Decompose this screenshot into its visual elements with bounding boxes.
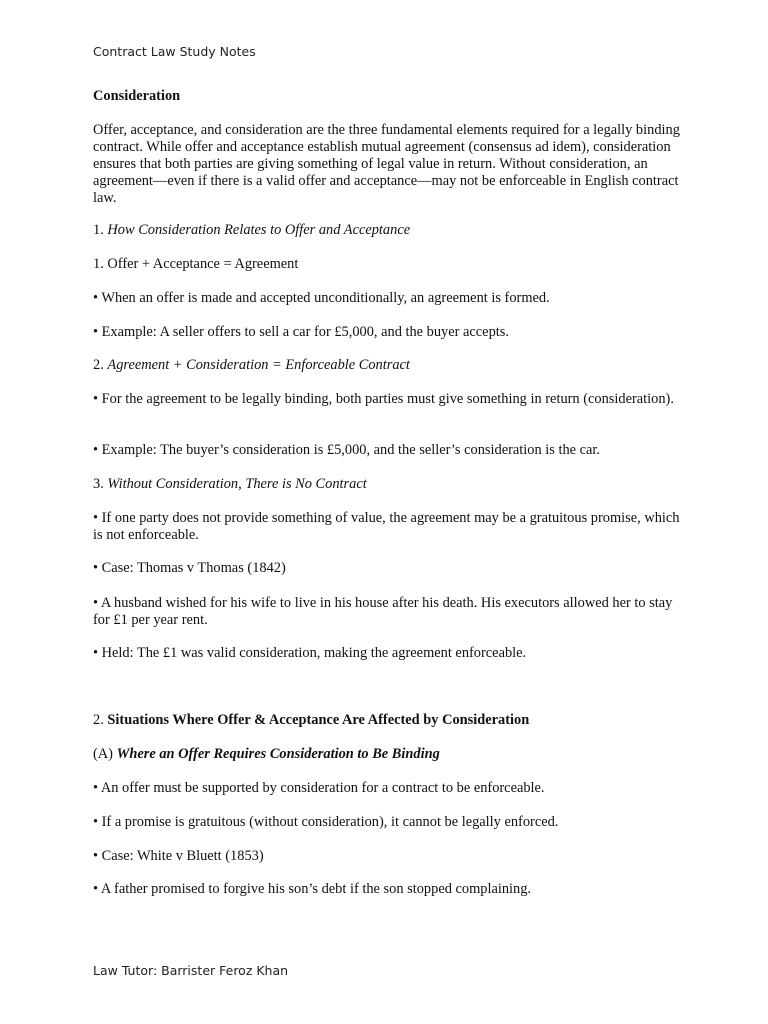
section-2-title: Situations Where Offer & Acceptance Are Affected by Consideration	[107, 712, 530, 728]
intro-paragraph	[93, 122, 683, 207]
list-item	[93, 881, 683, 898]
list-item	[93, 560, 683, 577]
bullet-text: • If a promise is gratuitous (without consideration), it cannot be legally enforced.	[93, 814, 559, 830]
subheading-3	[93, 476, 683, 493]
bullet-text: • A husband wished for his wife to live in his house after his death. His executors allowed her to stay for £1 per year rent.	[93, 595, 673, 628]
bullet-text: • For the agreement to be legally binding, both parties must give something in return (consideration).	[93, 391, 674, 407]
title-text: Consideration	[93, 88, 181, 104]
subheading-1-text: 1. Offer + Acceptance = Agreement	[93, 256, 299, 272]
list-item	[93, 442, 683, 459]
list-item	[93, 510, 683, 544]
subheading-1	[93, 256, 683, 273]
section-2-heading	[93, 712, 683, 729]
list-item	[93, 391, 683, 408]
subheading-a	[93, 746, 683, 763]
page-header: Contract Law Study Notes	[93, 44, 256, 59]
subheading-3-text: Without Consideration, There is No Contract	[107, 476, 367, 492]
list-item	[93, 848, 683, 865]
bullet-text: • Case: White v Bluett (1853)	[93, 848, 264, 864]
subheading-2	[93, 357, 683, 374]
subheading-a-label: (A)	[93, 746, 113, 762]
list-item	[93, 814, 683, 831]
bullet-text: • Example: The buyer’s consideration is £5,000, and the seller’s consideration is the car.	[93, 442, 600, 458]
list-item	[93, 324, 683, 341]
bullet-text: • A father promised to forgive his son’s debt if the son stopped complaining.	[93, 881, 532, 897]
bullet-text: • If one party does not provide something of value, the agreement may be a gratuitous promise, which is not enforceable.	[93, 510, 680, 543]
subheading-2-text: Agreement + Consideration = Enforceable Contract	[107, 357, 410, 373]
bullet-text: • When an offer is made and accepted unconditionally, an agreement is formed.	[93, 290, 550, 306]
intro-text: Offer, acceptance, and consideration are the three fundamental elements required for a legally binding contract. While offer and acceptance establish mutual agreement (consensus ad idem), consideration ensures that both parties are giving something of legal value in return. Without consideration, an agreement—even if there is a valid offer and acceptance—may not be enforceable in English contract law.	[93, 122, 680, 206]
section-2-number: 2.	[93, 712, 104, 728]
section-1-title: How Consideration Relates to Offer and Acceptance	[107, 222, 411, 238]
bullet-text: • Case: Thomas v Thomas (1842)	[93, 560, 286, 576]
bullet-text: • Example: A seller offers to sell a car for £5,000, and the buyer accepts.	[93, 324, 509, 340]
subheading-3-number: 3.	[93, 476, 104, 492]
subheading-2-number: 2.	[93, 357, 104, 373]
bullet-text: • Held: The £1 was valid consideration, making the agreement enforceable.	[93, 645, 527, 661]
page-footer: Law Tutor: Barrister Feroz Khan	[93, 963, 289, 978]
section-1-heading	[93, 222, 683, 239]
section-1-number: 1.	[93, 222, 104, 238]
list-item	[93, 780, 683, 797]
subheading-a-text: Where an Offer Requires Consideration to Be Binding	[116, 746, 440, 762]
list-item	[93, 290, 683, 307]
document-title	[93, 88, 683, 105]
list-item	[93, 595, 683, 629]
list-item	[93, 645, 683, 662]
bullet-text: • An offer must be supported by consideration for a contract to be enforceable.	[93, 780, 545, 796]
